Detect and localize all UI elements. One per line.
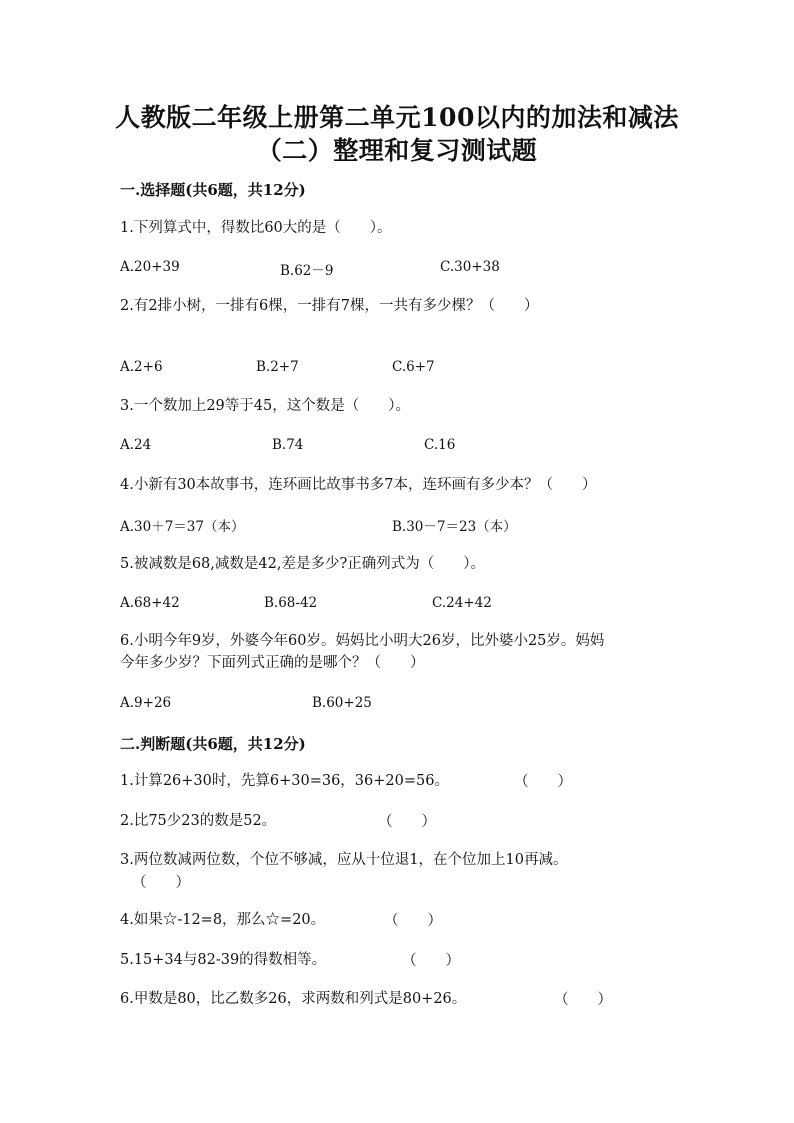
q2-option-a: A.2+6 — [120, 359, 163, 375]
q3-option-a: A.24 — [120, 437, 152, 453]
q6-option-a: A.9+26 — [120, 695, 172, 711]
judge-1-paren: （ ） — [514, 774, 572, 790]
q1-option-c: C.30+38 — [440, 259, 500, 275]
question-4: 4.小新有30本故事书，连环画比故事书多7本，连环画有多少本？（ ） — [120, 477, 597, 493]
judge-question-6: 6.甲数是80，比乙数多26，求两数和列式是80+26。 — [120, 991, 467, 1007]
judge-3-paren: （ ） — [132, 875, 190, 891]
q1-option-a: A.20+39 — [120, 259, 180, 275]
question-5: 5.被减数是68,减数是42,差是多少?正确列式为（ ）。 — [120, 556, 485, 572]
q5-option-c: C.24+42 — [432, 595, 492, 611]
question-3: 3.一个数加上29等于45，这个数是（ ）。 — [120, 398, 410, 414]
question-6-line1: 6.小明今年9岁，外婆今年60岁。妈妈比小明大26岁，比外婆小25岁。妈妈 — [120, 633, 605, 649]
q5-option-a: A.68+42 — [120, 595, 180, 611]
q6-option-b: B.60+25 — [312, 695, 372, 711]
judge-question-5: 5.15+34与82-39的得数相等。 — [120, 952, 327, 968]
section1-heading: 一.选择题(共6题，共12分) — [120, 181, 306, 199]
judge-question-4: 4.如果☆-12=8，那么☆=20。 — [120, 912, 326, 928]
page-title-line1: 人教版二年级上册第二单元100以内的加法和减法 — [115, 103, 679, 132]
question-2: 2.有2排小树，一排有6棵，一排有7棵，一共有多少棵？（ ） — [120, 298, 539, 314]
q3-option-b: B.74 — [272, 437, 304, 453]
question-6-line2: 今年多少岁？下面列式正确的是哪个？（ ） — [120, 655, 425, 671]
judge-6-paren: （ ） — [554, 992, 612, 1008]
judge-question-3: 3.两位数减两位数，个位不够减，应从十位退1，在个位加上10再减。 — [120, 852, 568, 868]
q1-option-b: B.62－9 — [280, 263, 334, 279]
q2-option-b: B.2+7 — [256, 359, 299, 375]
page-title-line2: （二）整理和复习测试题 — [256, 136, 538, 165]
judge-5-paren: （ ） — [402, 953, 460, 969]
section2-heading: 二.判断题(共6题，共12分) — [120, 735, 306, 753]
judge-4-paren: （ ） — [384, 913, 442, 929]
q5-option-b: B.68-42 — [264, 595, 318, 611]
q4-option-b: B.30－7＝23（本） — [392, 519, 517, 535]
judge-2-paren: （ ） — [378, 814, 436, 830]
q2-option-c: C.6+7 — [392, 359, 435, 375]
judge-question-1: 1.计算26+30时，先算6+30=36，36+20=56。 — [120, 773, 449, 789]
judge-question-2: 2.比75少23的数是52。 — [120, 813, 277, 829]
q3-option-c: C.16 — [424, 437, 456, 453]
question-1: 1.下列算式中，得数比60大的是（ ）。 — [120, 220, 392, 236]
q4-option-a: A.30＋7＝37（本） — [120, 519, 245, 535]
